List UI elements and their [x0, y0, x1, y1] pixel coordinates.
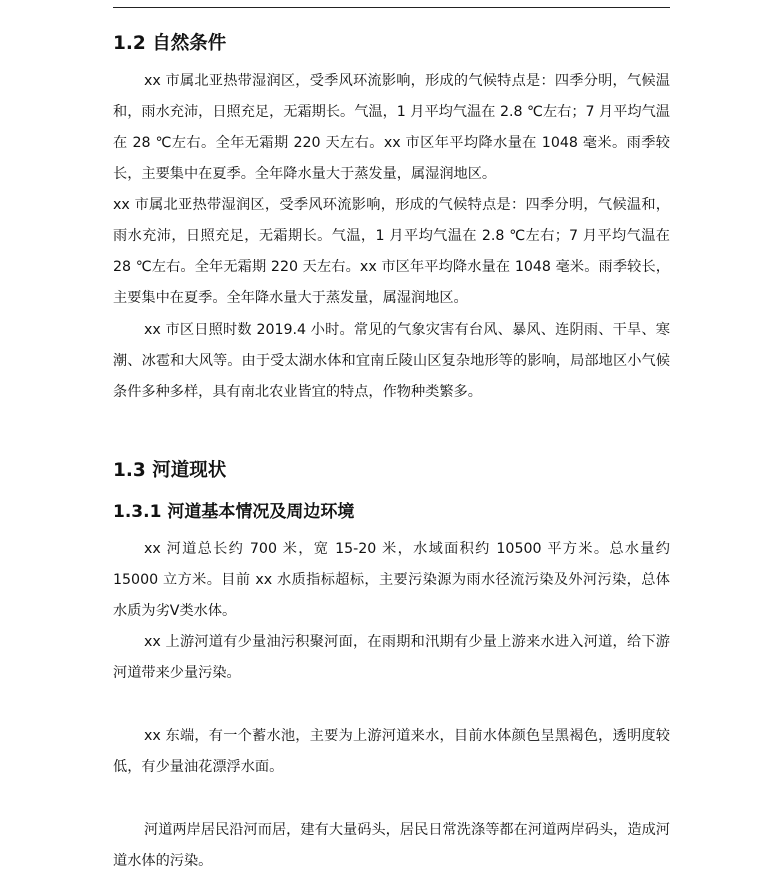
paragraph-upstream-pollution: xx 上游河道有少量油污积聚河面，在雨期和汛期有少量上游来水进入河道，给下游河道带来少量污染。 [113, 634, 670, 681]
paragraph-climate-2: xx 市属北亚热带湿润区，受季风环流影响，形成的气候特点是：四季分明，气候温和，雨水充沛，日照充足，无霜期长。气温，1 月平均气温在 2.8 ℃左右；7 月平均气温在 28 ℃左右。全年无霜期 220 天左右。xx 市区年平均降水量在 1048 毫米。雨季较长，主要集中在夏季。全年降水量大于蒸发量，属湿润地区。 [113, 197, 670, 306]
paragraph-sunshine: xx 市区日照时数 2019.4 小时。常见的气象灾害有台风、暴风、连阴雨、干旱、寒潮、冰雹和大风等。由于受太湖水体和宜南丘陵山区复杂地形等的影响，局部地区小气候条件多种多样，具有南北农业皆宜的特点，作物种类繁多。 [113, 322, 670, 400]
paragraph-river-overview: xx 河道总长约 700 米，宽 15-20 米，水域面积约 10500 平方米。总水量约 15000 立方米。目前 xx 水质指标超标，主要污染源为雨水径流污染及外河污染，总体水质为劣Ⅴ类水体。 [113, 541, 670, 619]
subsection-heading-river-basics: 1.3.1 河道基本情况及周边环境 [113, 502, 355, 522]
paragraph-east-reservoir: xx 东端，有一个蓄水池，主要为上游河道来水，目前水体颜色呈黑褐色，透明度较低，有少量油花漂浮水面。 [113, 728, 670, 775]
section-heading-river-status: 1.3 河道现状 [113, 460, 227, 481]
paragraph-residents-pollution: 河道两岸居民沿河而居，建有大量码头，居民日常洗涤等都在河道两岸码头，造成河道水体的污染。 [113, 822, 670, 869]
page-top-rule [113, 7, 670, 8]
section-heading-natural-conditions: 1.2 自然条件 [113, 33, 227, 54]
paragraph-climate-1: xx 市属北亚热带湿润区，受季风环流影响，形成的气候特点是：四季分明，气候温和，雨水充沛，日照充足，无霜期长。气温，1 月平均气温在 2.8 ℃左右；7 月平均气温在 28 ℃左右。全年无霜期 220 天左右。xx 市区年平均降水量在 1048 毫米。雨季较长，主要集中在夏季。全年降水量大于蒸发量，属湿润地区。 [113, 73, 670, 182]
